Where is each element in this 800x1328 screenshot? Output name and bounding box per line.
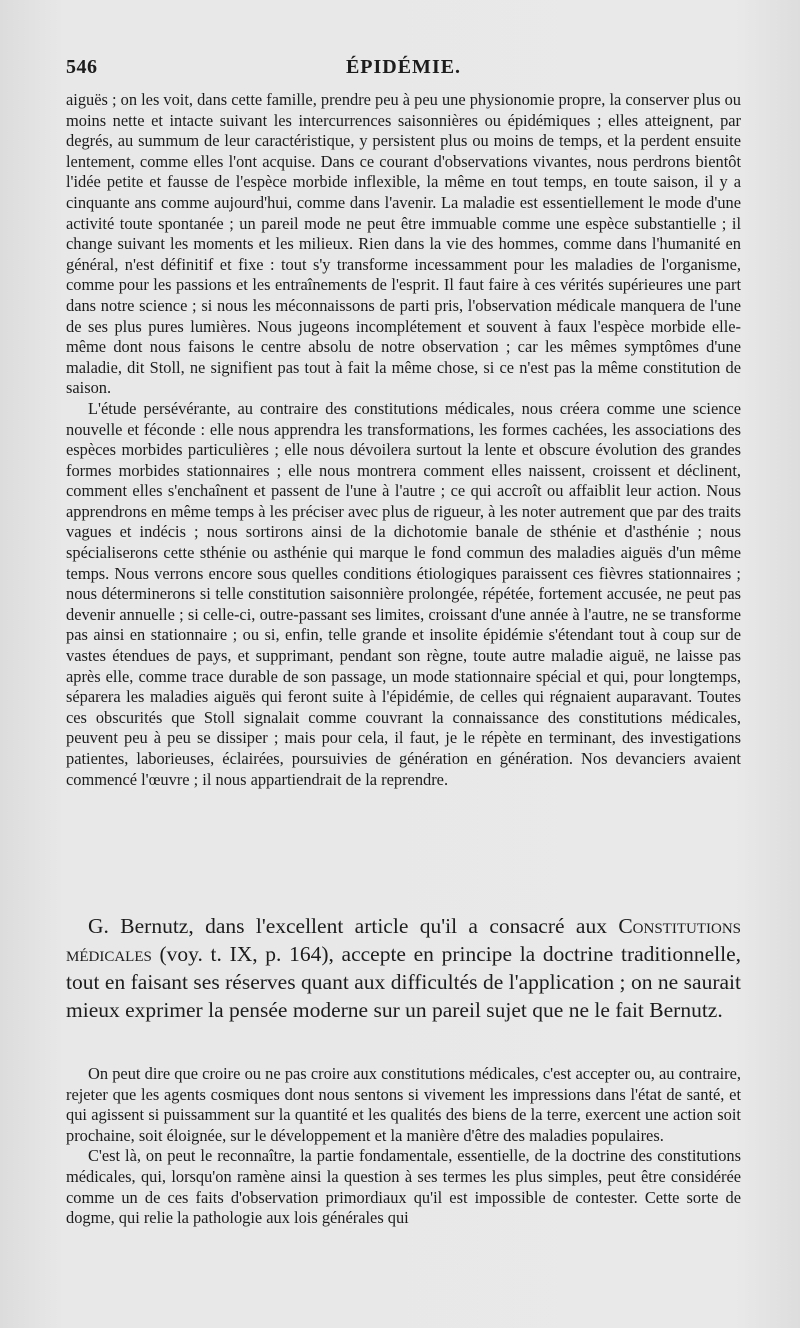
text-segment: (voy. t. IX, p. 164), accepte en principe la doctrine traditionnelle, tout en faisant ses réserves quant aux difficultés de l'application ; on ne saurait mieux exprimer la pensée moderne sur un pareil sujet que ne le fait Bernutz.: [66, 942, 741, 1022]
paragraph: On peut dire que croire ou ne pas croire aux constitutions médicales, c'est accepter ou, au contraire, rejeter que les agents cosmiques dont nous sentons si vivement les impressions dans l'état de santé, et qui agissent si puissamment sur la quantité et les qualités des biens de la terre, exercent une action soit prochaine, soit éloignée, sur le développement et la manière d'être des maladies populaires.: [66, 1064, 741, 1145]
section-constitutions-study: [66, 90, 741, 790]
paragraph-large: [66, 912, 741, 1024]
text-segment: G. Bernutz, dans l'excellent article qu'il a consacré aux: [88, 914, 619, 938]
paragraph: aiguës ; on les voit, dans cette famille, prendre peu à peu une physionomie propre, la conserver plus ou moins nette et intacte suivant les intercurrences saisonnières ou épidémiques ; elles atteignent, par degrés, au summum de leur caractéristique, y persistent plus ou moins de temps, et la perdent ensuite lentement, comme elles l'ont acquise. Dans ce courant d'observations vivantes, nous perdrons bientôt l'idée petite et fausse de l'espèce morbide inflexible, la même en tout temps, en toute saison, il y a cinquante ans comme aujourd'hui, comme dans l'avenir. La maladie est essentiellement le mode d'une activité toute spontanée ; un pareil mode ne peut être immuable comme une espèce substantielle ; il change suivant les moments et les milieux. Rien dans la vie des hommes, comme dans l'humanité en général, n'est définitif et fixe : tout s'y transforme incessamment pour les maladies de l'organisme, comme pour les passions et les entraînements de l'esprit. Il faut faire à ces vérités supérieures une part dans notre science ; si nous les méconnaissons de parti pris, l'observation médicale manquera de l'une de ses plus pures lumières. Nous jugeons incomplétement et souvent à faux l'espèce morbide elle-même dont nous faisons le centre absolu de notre observation ; car les mêmes symptômes d'une maladie, dit Stoll, ne signifient pas tout à fait la même chose, si ce n'est pas la même constitution de saison.: [66, 90, 742, 398]
section-bernutz-note: [66, 912, 741, 1024]
section-bernutz-quote: [66, 1064, 741, 1229]
paragraph: C'est là, on peut le reconnaître, la partie fondamentale, essentielle, de la doctrine des constitutions médicales, qui, lorsqu'on ramène ainsi la question à ses termes les plus simples, peut être considérée comme un de ces faits d'observation primordiaux qu'il est impossible de contester. Cette sorte de dogme, qui relie la pathologie aux lois générales qui: [66, 1146, 741, 1228]
page-number: 546: [66, 56, 98, 78]
paragraph: L'étude persévérante, au contraire des constitutions médicales, nous créera comme une science nouvelle et féconde : elle nous apprendra les transformations, les formes cachées, les associations des espèces morbides particulières ; elle nous dévoilera surtout la lente et obscure évolution des grandes formes morbides stationnaires ; elle nous montrera comment elles naissent, croissent et déclinent, comment elles s'enchaînent et passent de l'une à l'autre ; ce qui accroît ou affaiblit leur action. Nous apprendrons en même temps à les préciser avec plus de rigueur, à les noter autrement que par des traits vagues et indécis ; nous sortirons ainsi de la dichotomie banale de sthénie et d'asthénie ; nous spécialiserons cette sthénie ou asthénie qui marque le fond commun des maladies aiguës d'un même temps. Nous verrons encore sous quelles conditions étiologiques paraissent ces fièvres stationnaires ; nous déterminerons si telle constitution saisonnière prolongée, répétée, fortement accusée, ne peut pas devenir annuelle ; si celle-ci, outre-passant ses limites, croissant d'une année à l'autre, ne se transforme pas ainsi en stationnaire ; ou si, enfin, telle grande et insolite épidémie s'étendant tout à coup sur de vastes étendues de pays, et supprimant, pendant son règne, toute autre maladie aiguë, ne laisse pas après elle, comme trace durable de son passage, un mode stationnaire spécial et qui, pour longtemps, séparera les maladies aiguës qui feront suite à l'épidémie, de celles qui régnaient auparavant. Toutes ces obscurités que Stoll signalait comme couvrant la connaissance des constitutions médicales, peuvent peu à peu se dissiper ; mais pour cela, il faut, je le répète en terminant, des investigations patientes, laborieuses, éclairées, poursuivies de génération en génération. Nos devanciers avaient commencé l'œuvre ; il nous appartiendrait de la reprendre.: [66, 398, 741, 789]
page-header: [66, 56, 741, 84]
small-caps-reference: Constitutions médicales: [66, 914, 741, 966]
running-title: ÉPIDÉMIE.: [345, 56, 462, 78]
